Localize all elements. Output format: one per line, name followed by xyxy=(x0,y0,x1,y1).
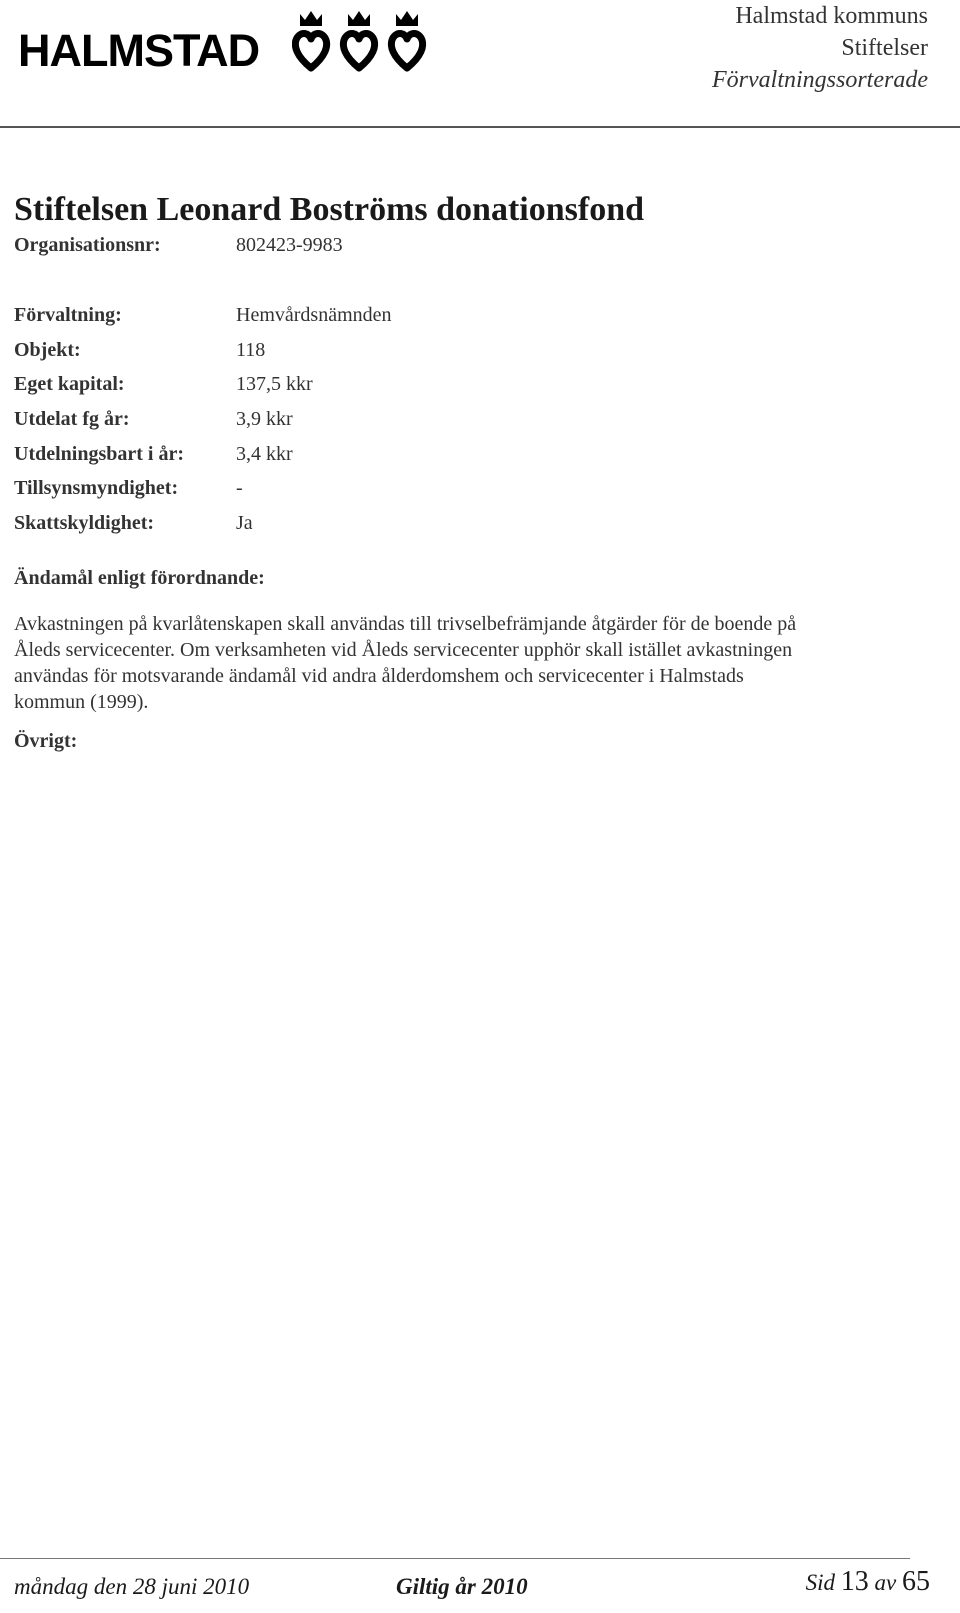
field-label: Skattskyldighet: xyxy=(14,512,155,534)
footer-divider xyxy=(0,1558,910,1559)
field-value: 3,4 kkr xyxy=(236,443,293,465)
field-label: Objekt: xyxy=(14,339,81,361)
purpose-heading: Ändamål enligt förordnande: xyxy=(14,567,265,589)
field-label: Utdelat fg år: xyxy=(14,408,130,430)
page-indicator xyxy=(806,1566,930,1598)
page-number: 13 xyxy=(840,1566,869,1597)
field-value: 3,9 kkr xyxy=(236,408,293,430)
document-title: Stiftelsen Leonard Boströms donationsfond xyxy=(14,191,645,228)
crowned-hearts-icon xyxy=(292,8,442,74)
logo-wordmark: HALMSTAD xyxy=(18,25,260,76)
field-value: Ja xyxy=(236,512,253,534)
header-section: Stiftelser xyxy=(841,35,928,61)
field-label: Eget kapital: xyxy=(14,373,125,395)
page-footer xyxy=(14,1566,930,1602)
field-value: 118 xyxy=(236,339,266,361)
page-total: 65 xyxy=(902,1566,930,1597)
footer-date: måndag den 28 juni 2010 xyxy=(14,1574,250,1599)
field-value: Hemvårdsnämnden xyxy=(236,304,392,326)
halmstad-logo xyxy=(16,6,436,76)
header-municipality: Halmstad kommuns xyxy=(735,3,928,29)
org-number-value: 802423-9983 xyxy=(236,234,343,256)
other-heading: Övrigt: xyxy=(14,730,78,752)
org-number-label: Organisationsnr: xyxy=(14,234,161,256)
header-divider xyxy=(0,126,960,128)
page-of: av xyxy=(874,1570,897,1595)
header-sorting: Förvaltningssorterade xyxy=(712,67,928,93)
field-value: - xyxy=(236,477,243,499)
footer-validity: Giltig år 2010 xyxy=(396,1574,528,1599)
purpose-text: Avkastningen på kvarlåtenskapen skall användas till trivselbefrämjande åtgärder för de boende på Åleds servicecenter. Om verksamheten vid Åleds servicecenter upphör skall istället avkastningen användas för motsvarande ändamål vid andra ålderdomshem och servicecenter i Halmstads kommun (1999). xyxy=(14,613,797,713)
page-prefix: Sid xyxy=(805,1570,836,1595)
field-label: Förvaltning: xyxy=(14,304,122,326)
field-label: Tillsynsmyndighet: xyxy=(14,477,179,499)
field-value: 137,5 kkr xyxy=(236,373,313,395)
field-label: Utdelningsbart i år: xyxy=(14,443,184,465)
header-info xyxy=(712,0,928,96)
